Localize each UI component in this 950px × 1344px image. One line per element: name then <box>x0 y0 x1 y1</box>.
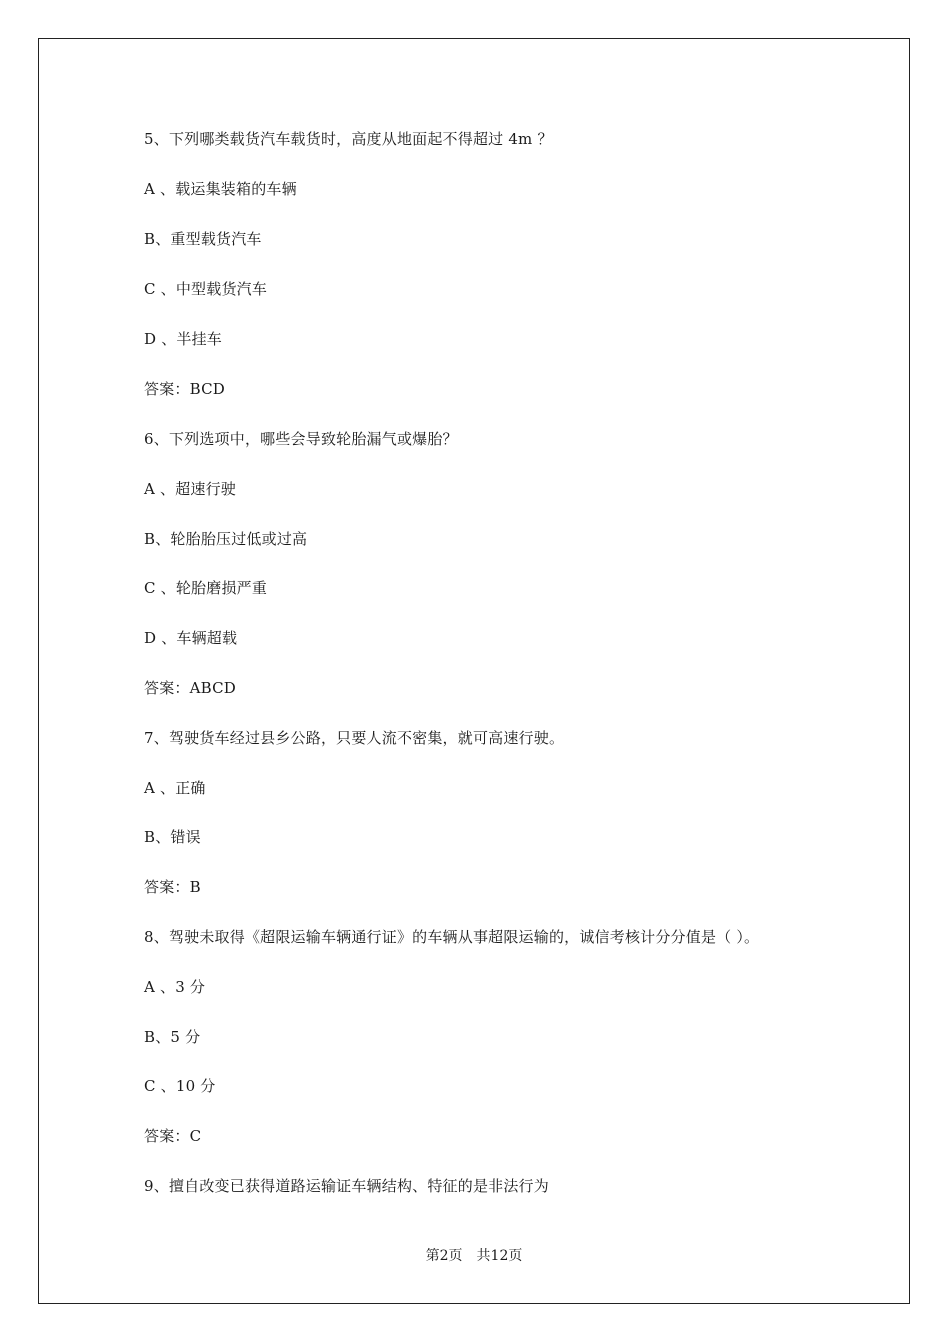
question-8-option-c: C 、10 分 <box>144 1077 216 1095</box>
question-6-stem: 6、下列选项中，哪些会导致轮胎漏气或爆胎？ <box>144 430 458 448</box>
question-6-option-b: B、轮胎胎压过低或过高 <box>144 530 308 548</box>
question-5-answer: 答案：BCD <box>144 380 226 398</box>
question-9-stem: 9、擅自改变已获得道路运输证车辆结构、特征的是非法行为 <box>144 1177 549 1195</box>
page-number-total: 共12页 <box>476 1248 523 1264</box>
question-7-answer: 答案：B <box>144 878 201 896</box>
question-8-stem: 8、驾驶未取得《超限运输车辆通行证》的车辆从事超限运输的，诚信考核计分分值是（ ）。 <box>144 928 760 946</box>
question-8-option-a: A 、3 分 <box>144 978 206 996</box>
question-8-option-b: B、5 分 <box>144 1028 201 1046</box>
question-7-stem: 7、驾驶货车经过县乡公路，只要人流不密集，就可高速行驶。 <box>144 729 565 747</box>
question-5-option-a: A 、载运集装箱的车辆 <box>144 180 297 198</box>
question-5-option-b: B、重型载货汽车 <box>144 230 262 248</box>
question-5-option-c: C 、中型载货汽车 <box>144 280 268 298</box>
question-8-answer: 答案：C <box>144 1127 202 1145</box>
question-7-option-b: B、错误 <box>144 828 201 846</box>
page-frame <box>38 38 910 1304</box>
document-body <box>39 39 909 1303</box>
question-6-option-c: C 、轮胎磨损严重 <box>144 579 268 597</box>
question-6-option-a: A 、超速行驶 <box>144 480 237 498</box>
page-number-current: 第2页 <box>425 1248 463 1264</box>
question-5-option-d: D 、半挂车 <box>144 330 222 348</box>
question-7-option-a: A 、正确 <box>144 779 206 797</box>
page-footer <box>39 1247 909 1265</box>
question-6-option-d: D 、车辆超载 <box>144 629 238 647</box>
question-5-stem: 5、下列哪类载货汽车载货时，高度从地面起不得超过 4m ？ <box>144 130 553 148</box>
question-6-answer: 答案：ABCD <box>144 679 237 697</box>
